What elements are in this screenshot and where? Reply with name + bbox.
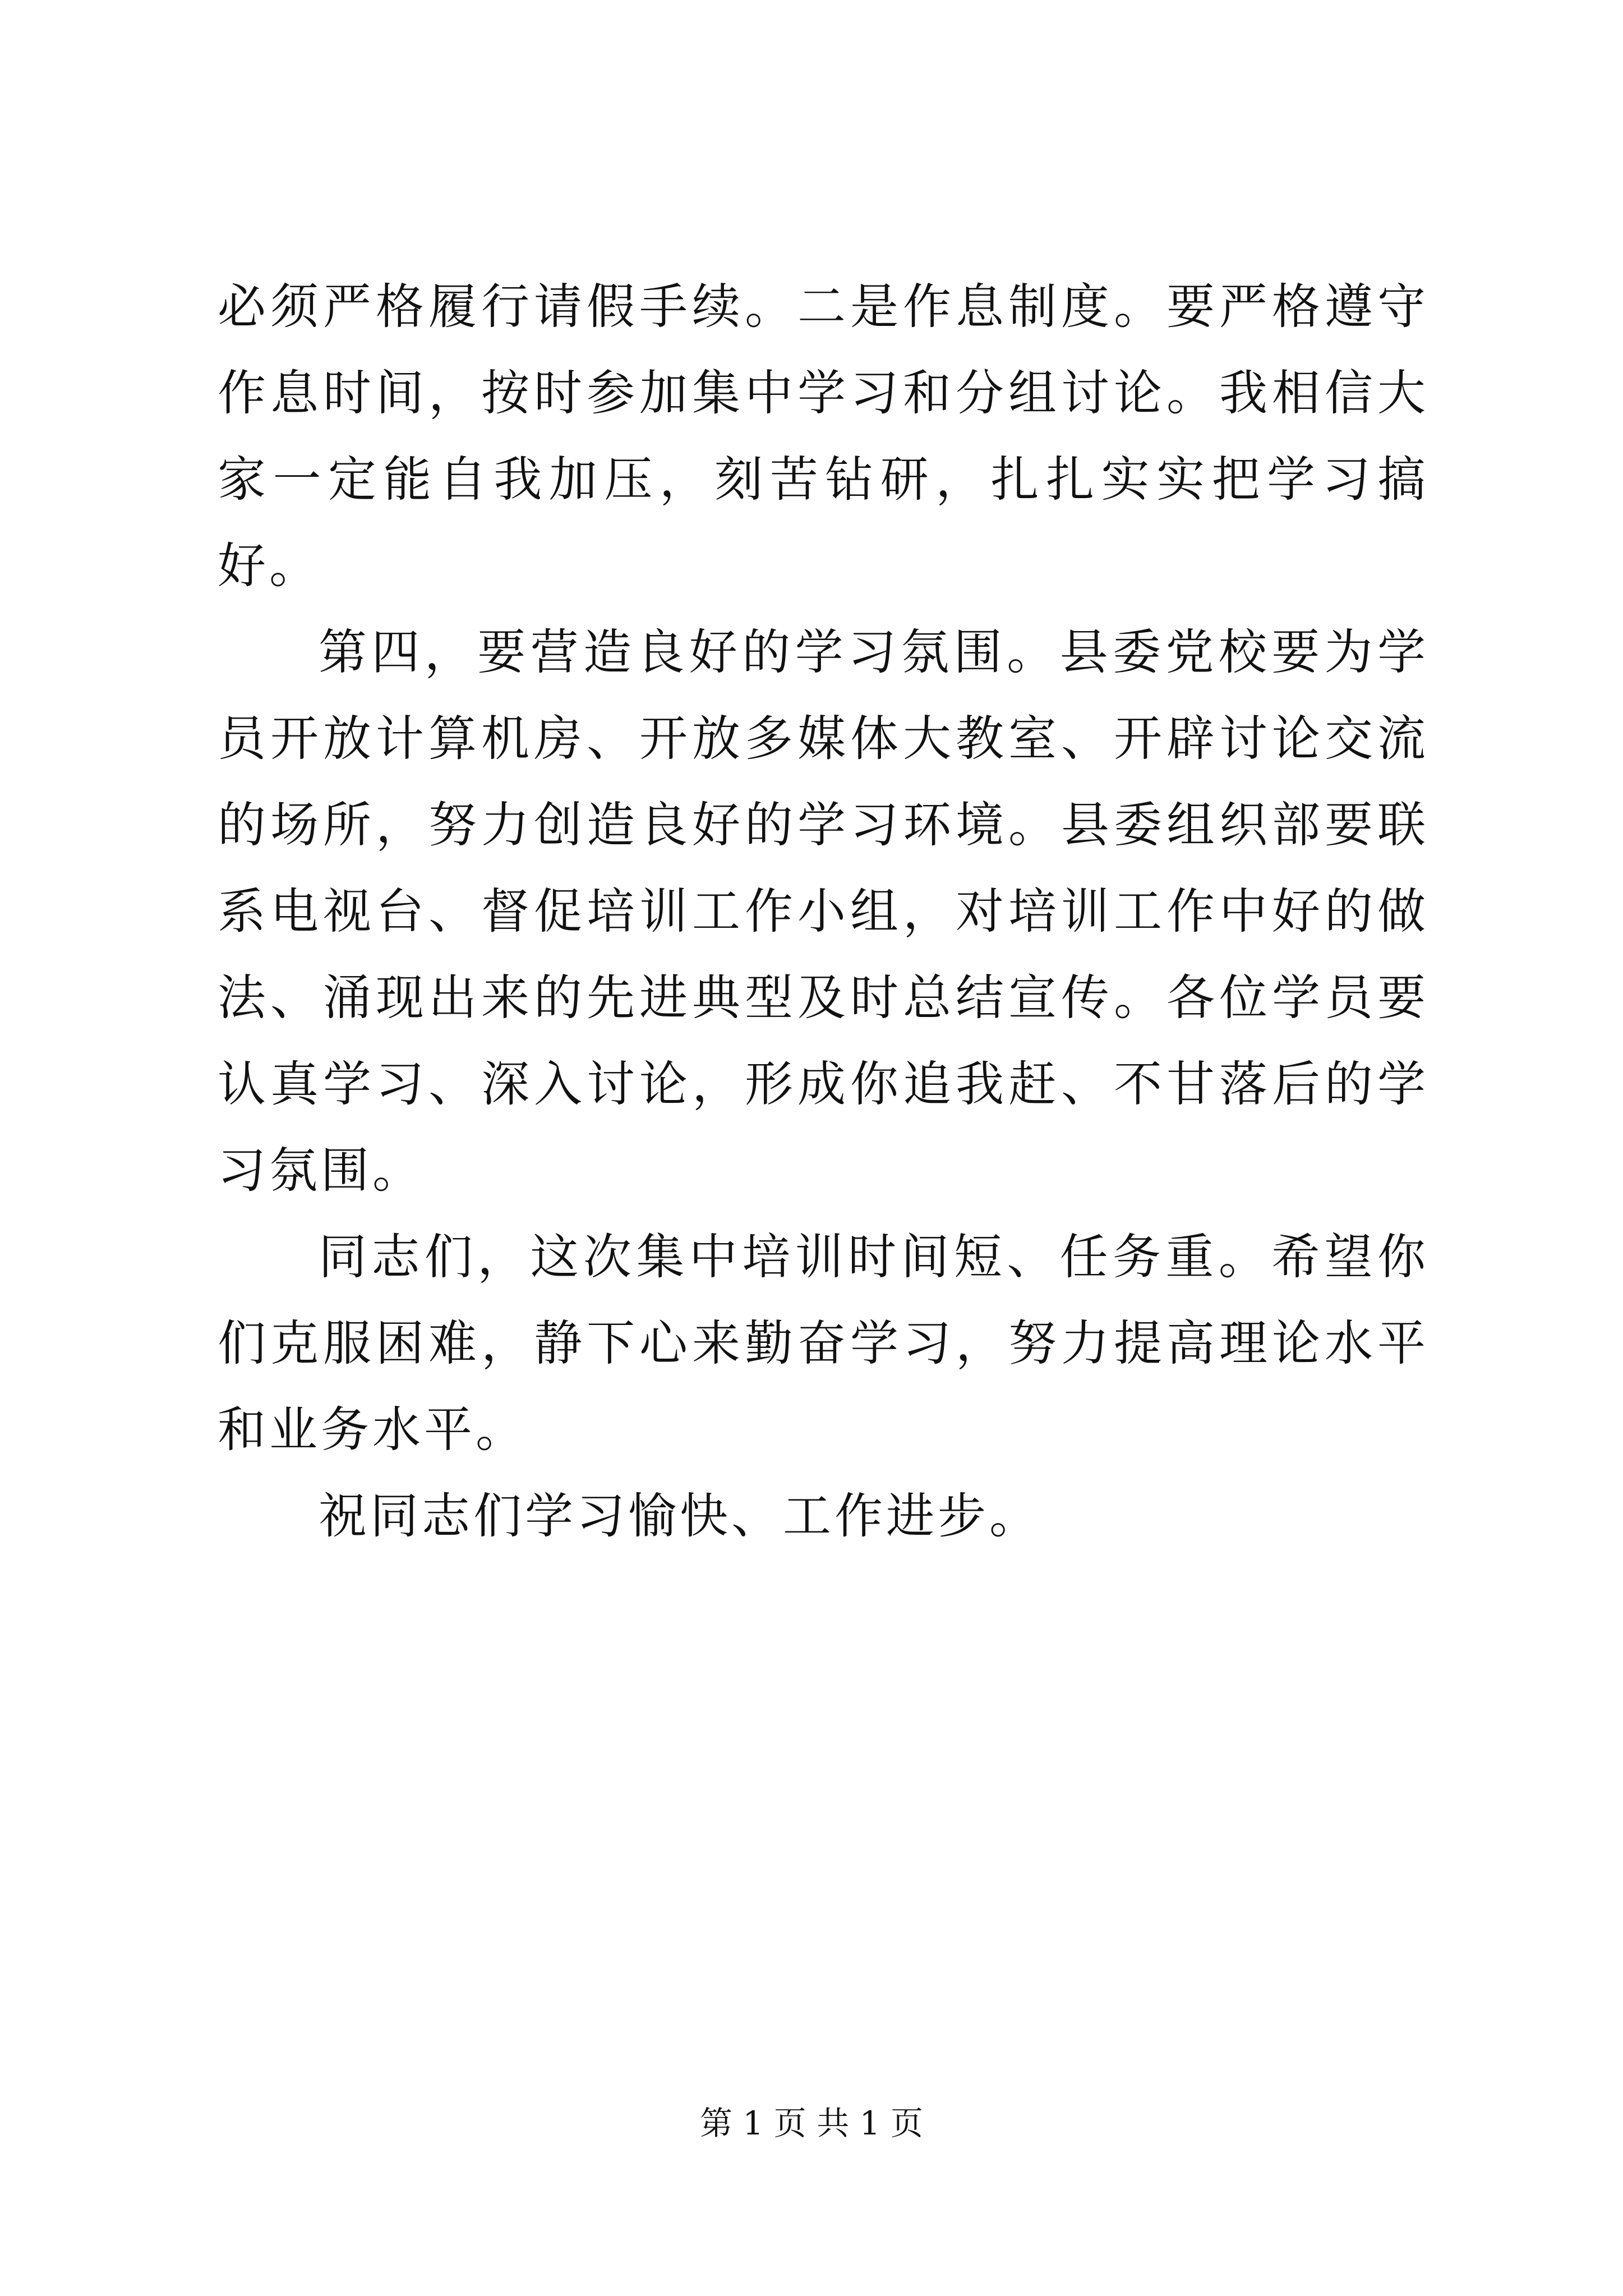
paragraph-comrades: 同志们，这次集中培训时间短、任务重。希望你们克服困难，静下心来勤奋学习，努力提高理论水平和业务水平。	[218, 1229, 1429, 1458]
paragraph-continuation: 必须严格履行请假手续。二是作息制度。要严格遵守作息时间，按时参加集中学习和分组讨论。我相信大家一定能自我加压，刻苦钻研，扎扎实实把学习搞好。	[218, 279, 1429, 594]
paragraph-closing-wish: 祝同志们学习愉快、工作进步。	[319, 1488, 1041, 1544]
paragraph-fourth-point: 第四，要营造良好的学习氛围。县委党校要为学员开放计算机房、开放多媒体大教室、开辟讨论交流的场所，努力创造良好的学习环境。县委组织部要联系电视台、督促培训工作小组，对培训工作中好的做法、涌现出来的先进典型及时总结宣传。各位学员要认真学习、深入讨论，形成你追我赶、不甘落后的学习氛围。	[218, 624, 1429, 1199]
page-number-footer: 第 1 页 共 1 页	[700, 2104, 923, 2142]
document-body	[218, 264, 1429, 1559]
